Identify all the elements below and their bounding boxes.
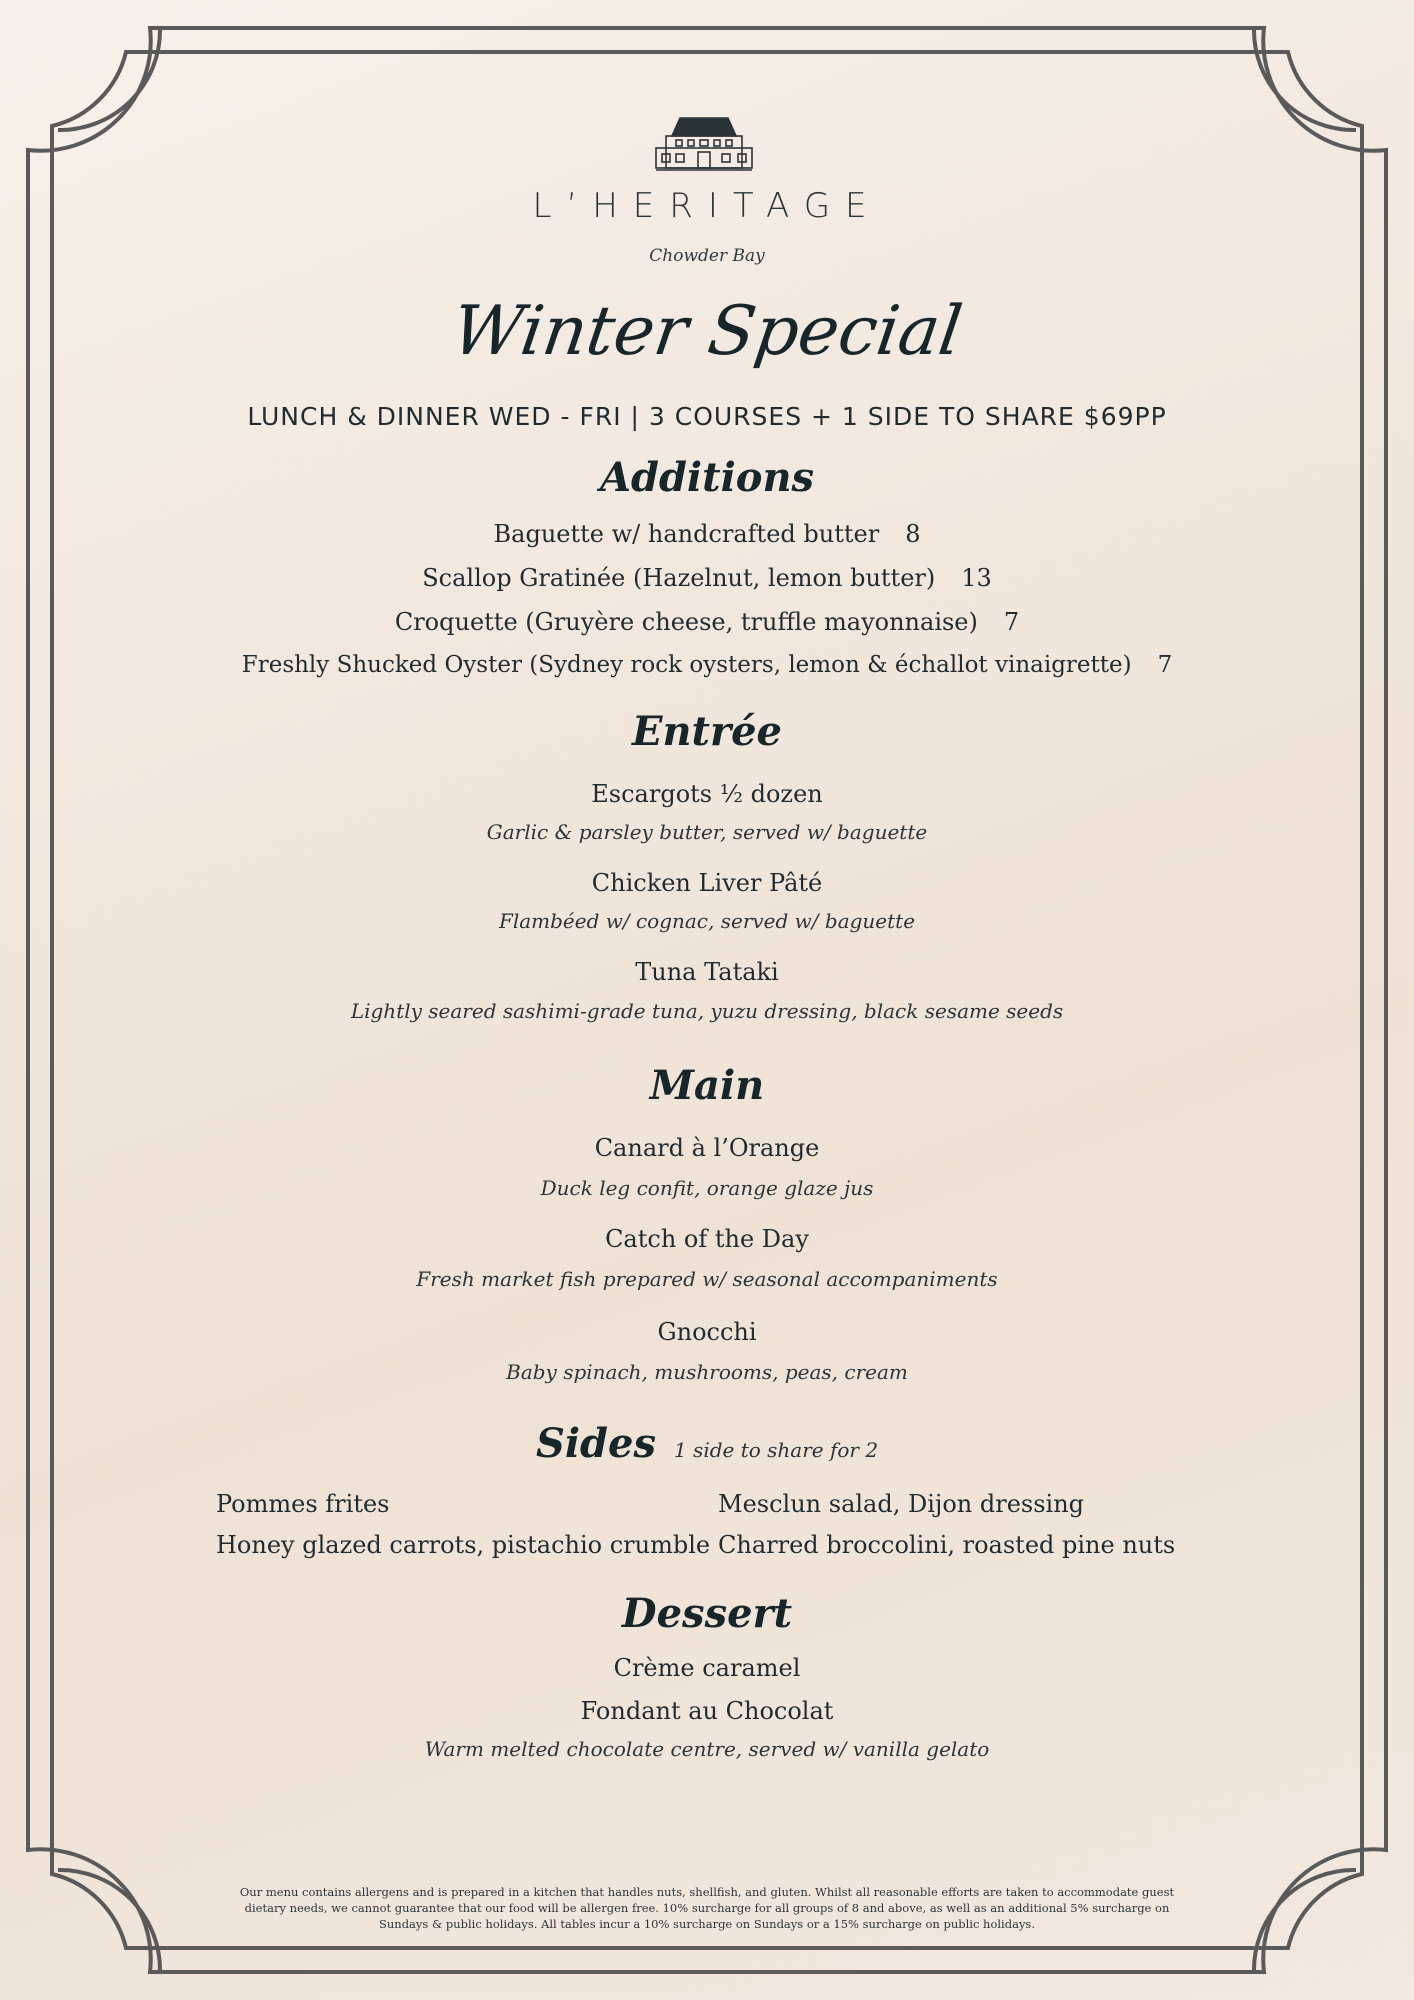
list-item: Crème caramel (613, 1654, 801, 1682)
item-price: 13 (961, 564, 992, 592)
allergen-notice-line: Sundays & public holidays. All tables incur a 10% surcharge on Sundays or a 15% surcharge on public holidays. (379, 1917, 1035, 1931)
allergen-notice-line: dietary needs, we cannot guarantee that our food will be allergen free. 10% surcharge for all groups of 8 and above, as well as an additional 5% surcharge on (244, 1901, 1170, 1915)
item-description: Warm melted chocolate centre, served w/ vanilla gelato (424, 1737, 990, 1761)
list-item (0, 520, 1414, 548)
additions-heading: Additions (599, 454, 815, 501)
list-item (0, 652, 1414, 678)
item-description: Fresh market fish prepared w/ seasonal accompaniments (416, 1267, 998, 1291)
side-item: Honey glazed carrots, pistachio crumble (216, 1531, 711, 1559)
side-item: Charred broccolini, roasted pine nuts (718, 1531, 1176, 1559)
item-price: 7 (1003, 608, 1020, 636)
item-price: 8 (905, 520, 921, 548)
side-item: Mesclun salad, Dijon dressing (718, 1490, 1085, 1518)
item-name: Freshly Shucked Oyster (Sydney rock oysters, lemon & échallot vinaigrette) (241, 652, 1132, 678)
item-name: Baguette w/ handcrafted butter (493, 520, 880, 548)
location-name: Chowder Bay (649, 246, 765, 266)
list-item: Chicken Liver Pâté (591, 869, 823, 897)
item-description: Flambéed w/ cognac, served w/ baguette (498, 909, 916, 933)
list-item: Tuna Tataki (635, 958, 779, 986)
list-item: Canard à l’Orange (594, 1134, 820, 1162)
list-item (0, 564, 1414, 592)
sides-heading: Sides (535, 1420, 656, 1467)
entree-heading: Entrée (631, 708, 783, 755)
side-item: Pommes frites (216, 1490, 390, 1518)
item-description: Duck leg confit, orange glaze jus (540, 1176, 874, 1200)
sides-note: 1 side to share for 2 (673, 1438, 879, 1462)
main-heading: Main (649, 1062, 765, 1109)
dessert-heading: Dessert (621, 1590, 793, 1637)
brand-name: L’HERITAGE (532, 186, 882, 226)
item-name: Croquette (Gruyère cheese, truffle mayonnaise) (394, 608, 978, 636)
menu-subtitle: LUNCH & DINNER WED - FRI | 3 COURSES + 1 SIDE TO SHARE $69PP (247, 402, 1167, 431)
allergen-notice (228, 1884, 1186, 1932)
allergen-notice-line: Our menu contains allergens and is prepared in a kitchen that handles nuts, shellfish, and gluten. Whilst all reasonable efforts are taken to accommodate guest (239, 1885, 1175, 1899)
list-item: Catch of the Day (605, 1225, 809, 1253)
list-item: Escargots ½ dozen (591, 780, 823, 808)
item-description: Lightly seared sashimi-grade tuna, yuzu dressing, black sesame seeds (350, 999, 1064, 1023)
item-price: 7 (1157, 652, 1173, 678)
item-description: Garlic & parsley butter, served w/ baguette (486, 820, 928, 844)
item-name: Scallop Gratinée (Hazelnut, lemon butter) (422, 564, 936, 592)
sides-heading-row (0, 1420, 1414, 1467)
list-item: Fondant au Chocolat (580, 1697, 834, 1725)
menu-title: Winter Special (447, 292, 967, 371)
list-item (0, 608, 1414, 636)
item-description: Baby spinach, mushrooms, peas, cream (506, 1360, 908, 1384)
list-item: Gnocchi (657, 1318, 757, 1346)
